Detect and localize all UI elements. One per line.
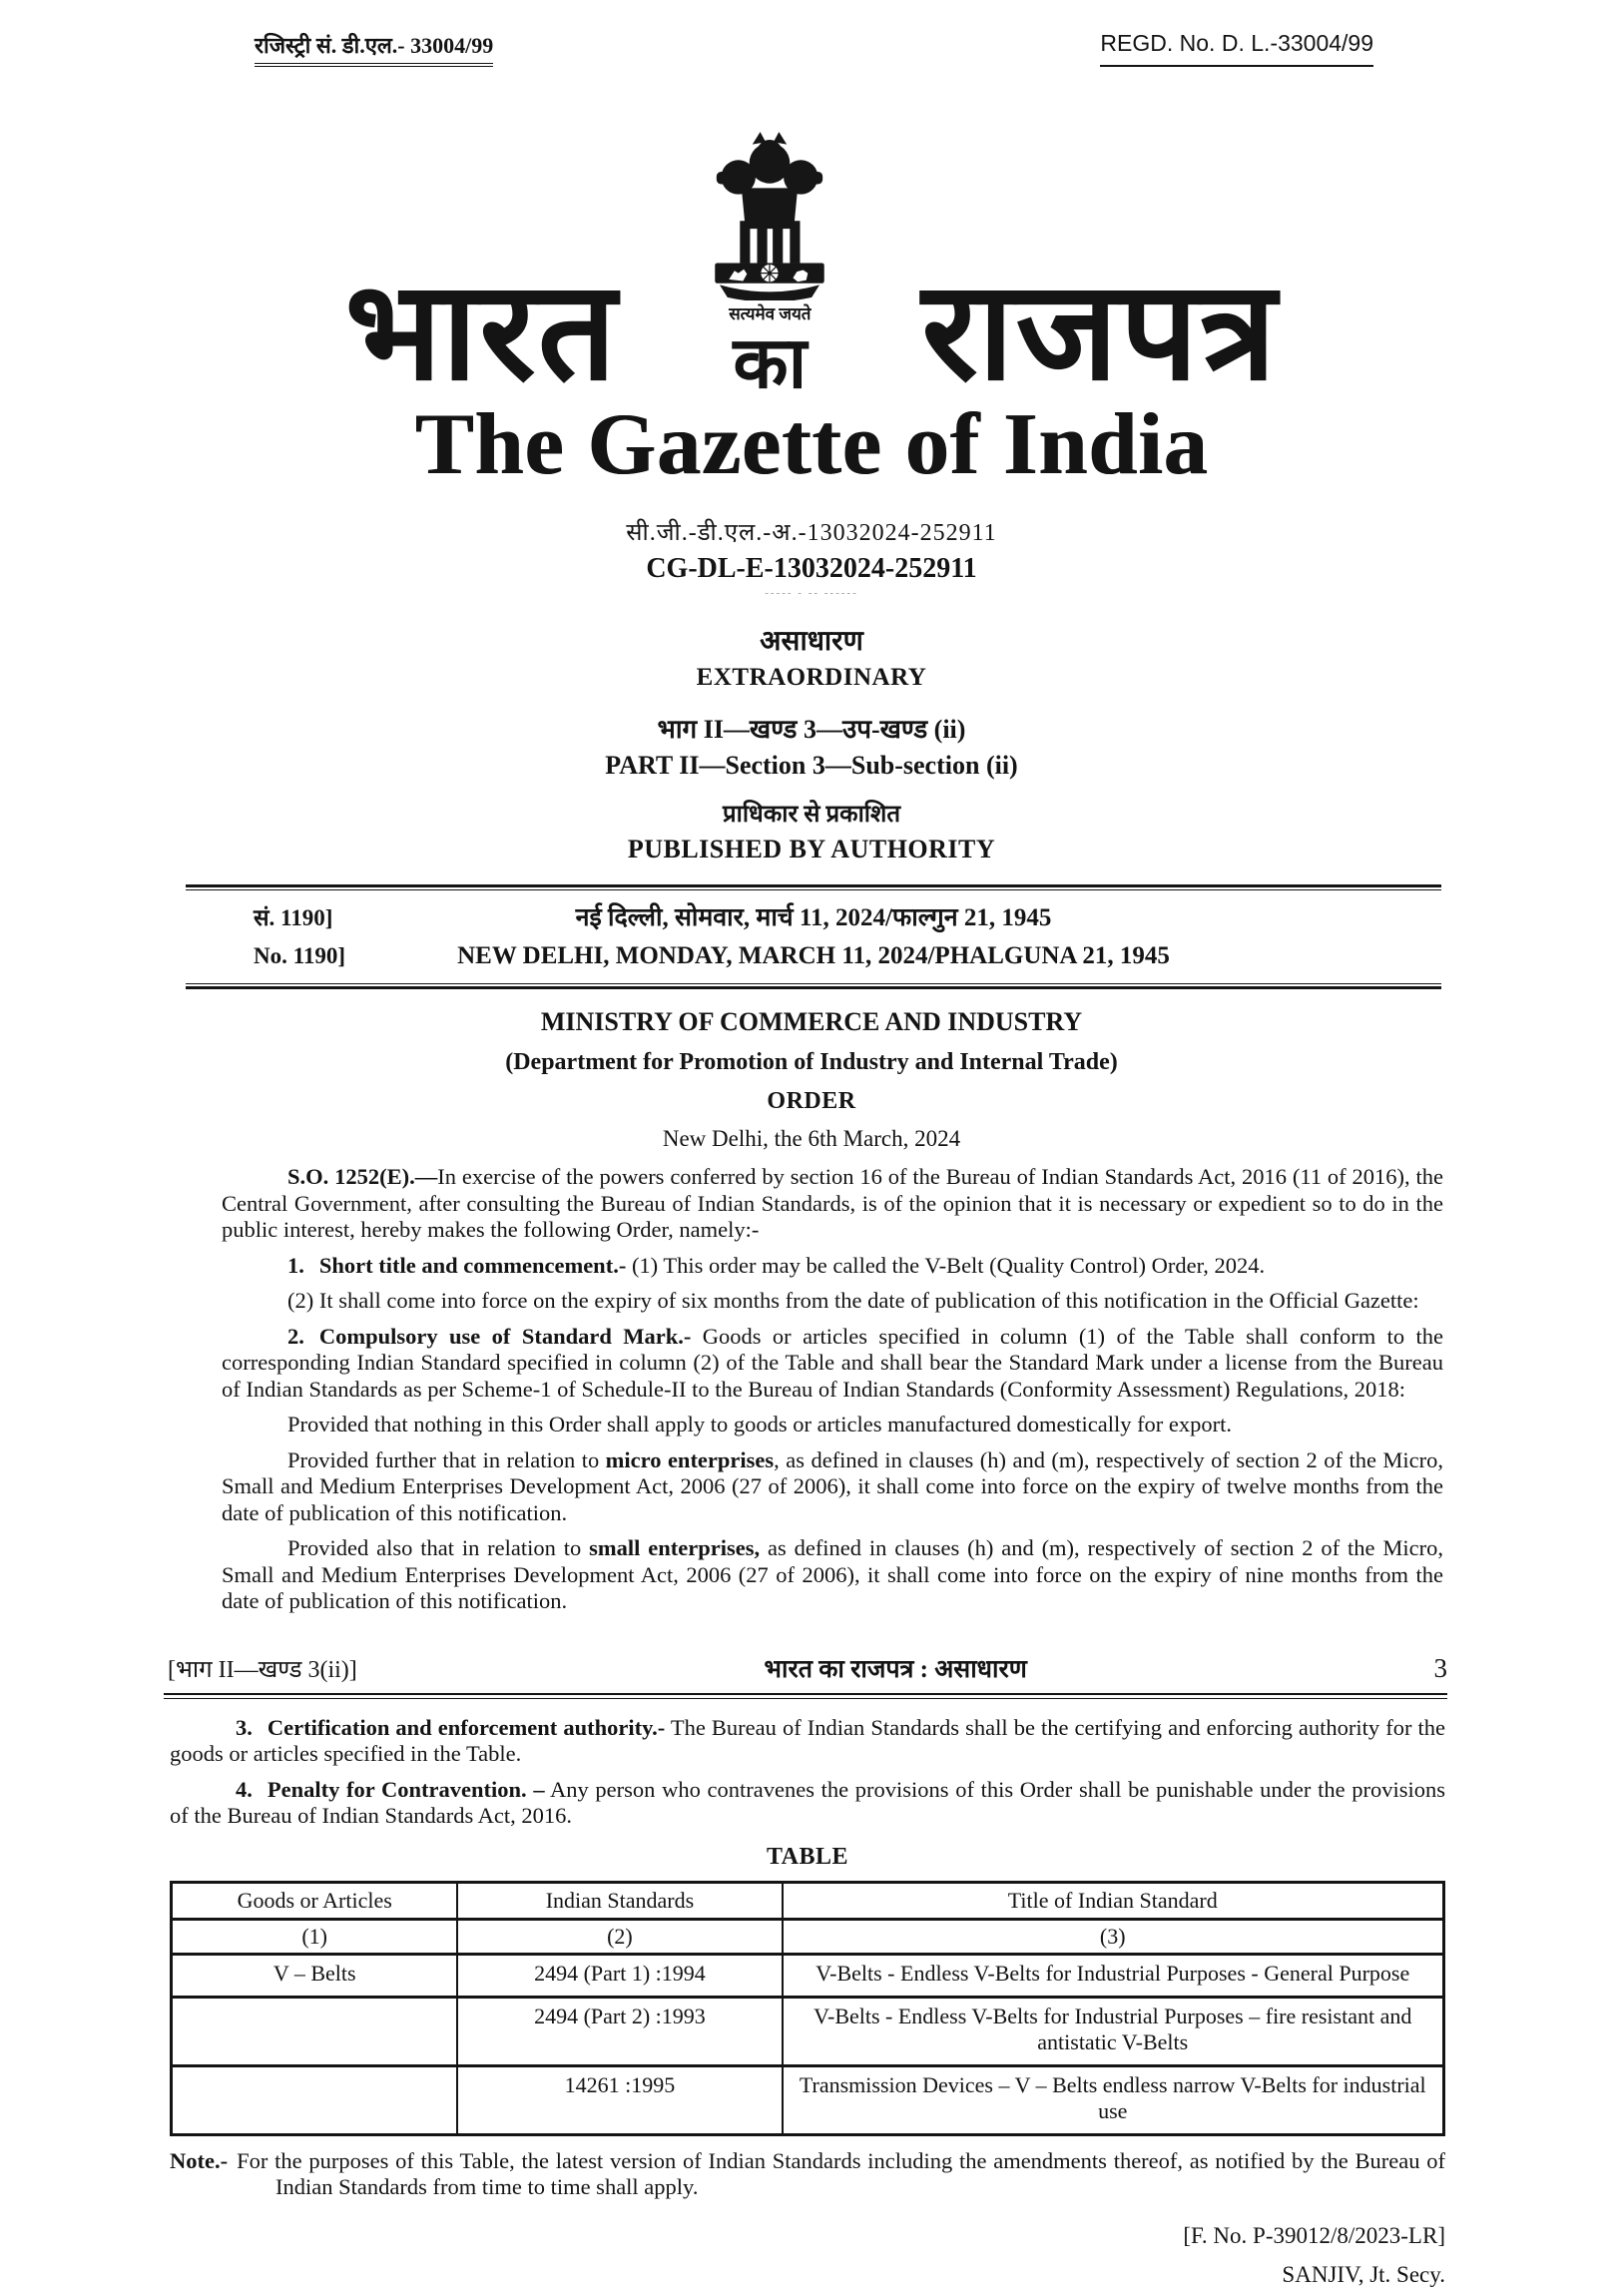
running-header-part: [भाग II—खण्ड 3(ii)] — [168, 1656, 357, 1683]
cell-standard-title: V-Belts - Endless V-Belts for Industrial Purposes – fire resistant and antistatic V-Belts — [783, 1997, 1444, 2065]
table-header-row — [172, 1882, 1444, 1919]
table-colnumber-row — [172, 1919, 1444, 1954]
ministry-block — [0, 1007, 1623, 1152]
col-header-title: Title of Indian Standard — [783, 1882, 1444, 1919]
col-number: (1) — [172, 1919, 458, 1954]
so-number: S.O. 1252(E).— — [287, 1164, 438, 1189]
standards-table — [170, 1881, 1445, 2136]
so-text: In exercise of the powers conferred by section 16 of the Bureau of Indian Standards Act, 2016 (11 of 2016), the Central Government, after consulting the Bureau of Indian Standards, is of the opinion that it is necessary or expedient so to do in the public interest, hereby makes the following Order, namely:- — [222, 1164, 1443, 1242]
clause-title: Certification and enforcement authority.- — [267, 1714, 666, 1740]
extraordinary-english: EXTRAORDINARY — [696, 664, 927, 691]
clause-text: The Bureau of Indian Standards shall be the certifying and enforcing authority for the goods or articles specified in the Table. — [170, 1714, 1445, 1766]
issue-strip-inner — [186, 889, 1441, 984]
part-section-hindi: भाग II—खण्ड 3—उप-खण्ड (ii) — [657, 715, 966, 744]
col-header-goods: Goods or Articles — [172, 1882, 458, 1919]
proviso-text: as defined in clauses (h) and (m), respectively of section 2 of the Micro, Small and Medium Enterprises Development Act, 2006 (27 of 2006), it shall come into force on the expiry of nine months from the date of publication of this notification. — [222, 1535, 1443, 1613]
clause-title: Short title and commencement.- — [318, 1252, 627, 1278]
registration-number-hindi: रजिस्ट्री सं. डी.एल.- 33004/99 — [255, 30, 493, 67]
proviso-emphasis: small enterprises, — [589, 1535, 761, 1560]
issue-number-hindi: सं. 1190] — [254, 905, 333, 930]
table-title: TABLE — [766, 1843, 849, 1870]
proviso-small-enterprises — [222, 1535, 1443, 1615]
page-number: 3 — [1433, 1652, 1447, 1683]
cell-goods: V – Belts — [172, 1954, 458, 1997]
cell-goods — [172, 2065, 458, 2134]
clause-number: 3. — [236, 1714, 253, 1740]
issue-meta-block — [0, 515, 1623, 864]
document-type: ORDER — [767, 1088, 856, 1114]
published-authority-english: PUBLISHED BY AUTHORITY — [627, 835, 996, 863]
proviso-text: Provided also that in relation to — [287, 1535, 590, 1560]
clause-number: 2. — [287, 1323, 304, 1349]
issue-date-hindi: नई दिल्ली, सोमवार, मार्च 11, 2024/फाल्गुन 21, 1945 — [575, 904, 1052, 931]
running-header-title: भारत का राजपत्र : असाधारण — [764, 1655, 1027, 1683]
clause-text: (2) It shall come into force on the expiry of six months from the date of publication of this notification in the Official Gazette: — [287, 1288, 1419, 1313]
masthead-word-bharat: भारत — [344, 255, 619, 408]
gazette-english-title: The Gazette of India — [414, 396, 1209, 493]
masthead-word-rajpatra: राजपत्र — [921, 255, 1279, 408]
place-and-date: New Delhi, the 6th March, 2024 — [662, 1126, 961, 1151]
masthead-title-row — [0, 129, 1623, 408]
ashoka-lion-capital-icon — [691, 129, 848, 300]
cell-goods — [172, 1997, 458, 2065]
department-name: (Department for Promotion of Industry and Internal Trade) — [505, 1049, 1118, 1075]
masthead-emblem-column — [670, 129, 869, 403]
extraordinary-hindi: असाधारण — [760, 626, 863, 657]
running-header-rule — [164, 1693, 1447, 1699]
part-section-english: PART II—Section 3—Sub-section (ii) — [605, 751, 1018, 780]
scan-artifact-dashes: ----- - -- ------ — [765, 587, 858, 599]
emblem-motto: सत्यमेव जयते — [729, 304, 812, 323]
table-row — [172, 2065, 1444, 2134]
col-number: (3) — [783, 1919, 1444, 1954]
issue-date-english: NEW DELHI, MONDAY, MARCH 11, 2024/PHALGUNA 21, 1945 — [457, 942, 1170, 969]
paragraph-4 — [170, 1777, 1445, 1830]
table-note — [170, 2148, 1445, 2201]
col-header-standards: Indian Standards — [457, 1882, 782, 1919]
proviso-text: , as defined in clauses (h) and (m), respectively of section 2 of the Micro, Small and Medium Enterprises Development Act, 2006 (27 of 2006), it shall come into force on the expiry of twelve months from the date of publication of this notification. — [222, 1446, 1443, 1525]
issue-number-english: No. 1190] — [254, 943, 345, 968]
cell-standard-title: Transmission Devices – V – Belts endless narrow V-Belts for industrial use — [783, 2065, 1444, 2134]
clause-text: (1) This order may be called the V-Belt (Quality Control) Order, 2024. — [626, 1252, 1266, 1278]
order-body-page2 — [170, 1715, 1445, 2289]
clause-text: Any person who contravenes the provisions of this Order shall be punishable under the provisions of the Bureau of Indian Standards Act, 2016. — [170, 1776, 1445, 1828]
issue-row-hindi — [186, 899, 1441, 933]
masthead — [0, 129, 1623, 493]
published-authority-hindi: प्राधिकार से प्रकाशित — [722, 802, 901, 828]
ministry-name: MINISTRY OF COMMERCE AND INDUSTRY — [540, 1007, 1083, 1036]
paragraph-1 — [222, 1253, 1443, 1280]
clause-number: 4. — [236, 1776, 253, 1802]
registration-row — [0, 0, 1623, 67]
clause-title: Compulsory use of Standard Mark.- — [318, 1323, 692, 1349]
clause-title: Penalty for Contravention. – — [267, 1776, 545, 1802]
order-body-page1 — [222, 1164, 1443, 1615]
file-number: [F. No. P-39012/8/2023-LR] — [1183, 2223, 1445, 2248]
issue-row-english — [186, 942, 1441, 970]
note-text: For the purposes of this Table, the latest version of Indian Standards including the amendments thereof, as notified by the Bureau of Indian Standards from time to time shall apply. — [237, 2147, 1445, 2199]
page2-running-header — [168, 1651, 1447, 1685]
paragraph-so — [222, 1164, 1443, 1244]
paragraph-2 — [222, 1324, 1443, 1404]
issue-strip — [186, 884, 1441, 989]
proviso-export — [222, 1412, 1443, 1438]
table-row — [172, 1997, 1444, 2065]
masthead-word-ka: का — [733, 323, 808, 403]
cell-standard: 2494 (Part 2) :1993 — [457, 1997, 782, 2065]
clause-number: 1. — [287, 1252, 304, 1278]
cell-standard-title: V-Belts - Endless V-Belts for Industrial Purposes - General Purpose — [783, 1954, 1444, 1997]
col-number: (2) — [457, 1919, 782, 1954]
table-row — [172, 1954, 1444, 1997]
paragraph-3 — [170, 1715, 1445, 1768]
gazette-id-hindi: सी.जी.-डी.एल.-अ.-13032024-252911 — [626, 520, 997, 546]
proviso-emphasis: micro enterprises — [605, 1446, 775, 1472]
signatory: SANJIV, Jt. Secy. — [1282, 2262, 1445, 2287]
paragraph-1-2 — [222, 1288, 1443, 1315]
cell-standard: 2494 (Part 1) :1994 — [457, 1954, 782, 1997]
cell-standard: 14261 :1995 — [457, 2065, 782, 2134]
registration-number-english: REGD. No. D. L.-33004/99 — [1100, 30, 1373, 67]
proviso-text: Provided further that in relation to — [287, 1446, 606, 1472]
proviso-micro-enterprises — [222, 1447, 1443, 1527]
gazette-id-english: CG-DL-E-13032024-252911 — [646, 553, 977, 584]
proviso-text: Provided that nothing in this Order shall apply to goods or articles manufactured domestically for export. — [287, 1412, 1233, 1436]
clause-text: Goods or articles specified in column (1) of the Table shall conform to the corresponding Indian Standard specified in column (2) of the Table and shall bear the Standard Mark under a license from the Bureau of Indian Standards as per Scheme-1 of Schedule-II to the Bureau of Indian Standards (Conformity Assessment) Regulations, 2018: — [222, 1323, 1444, 1402]
note-label: Note.- — [170, 2147, 229, 2173]
